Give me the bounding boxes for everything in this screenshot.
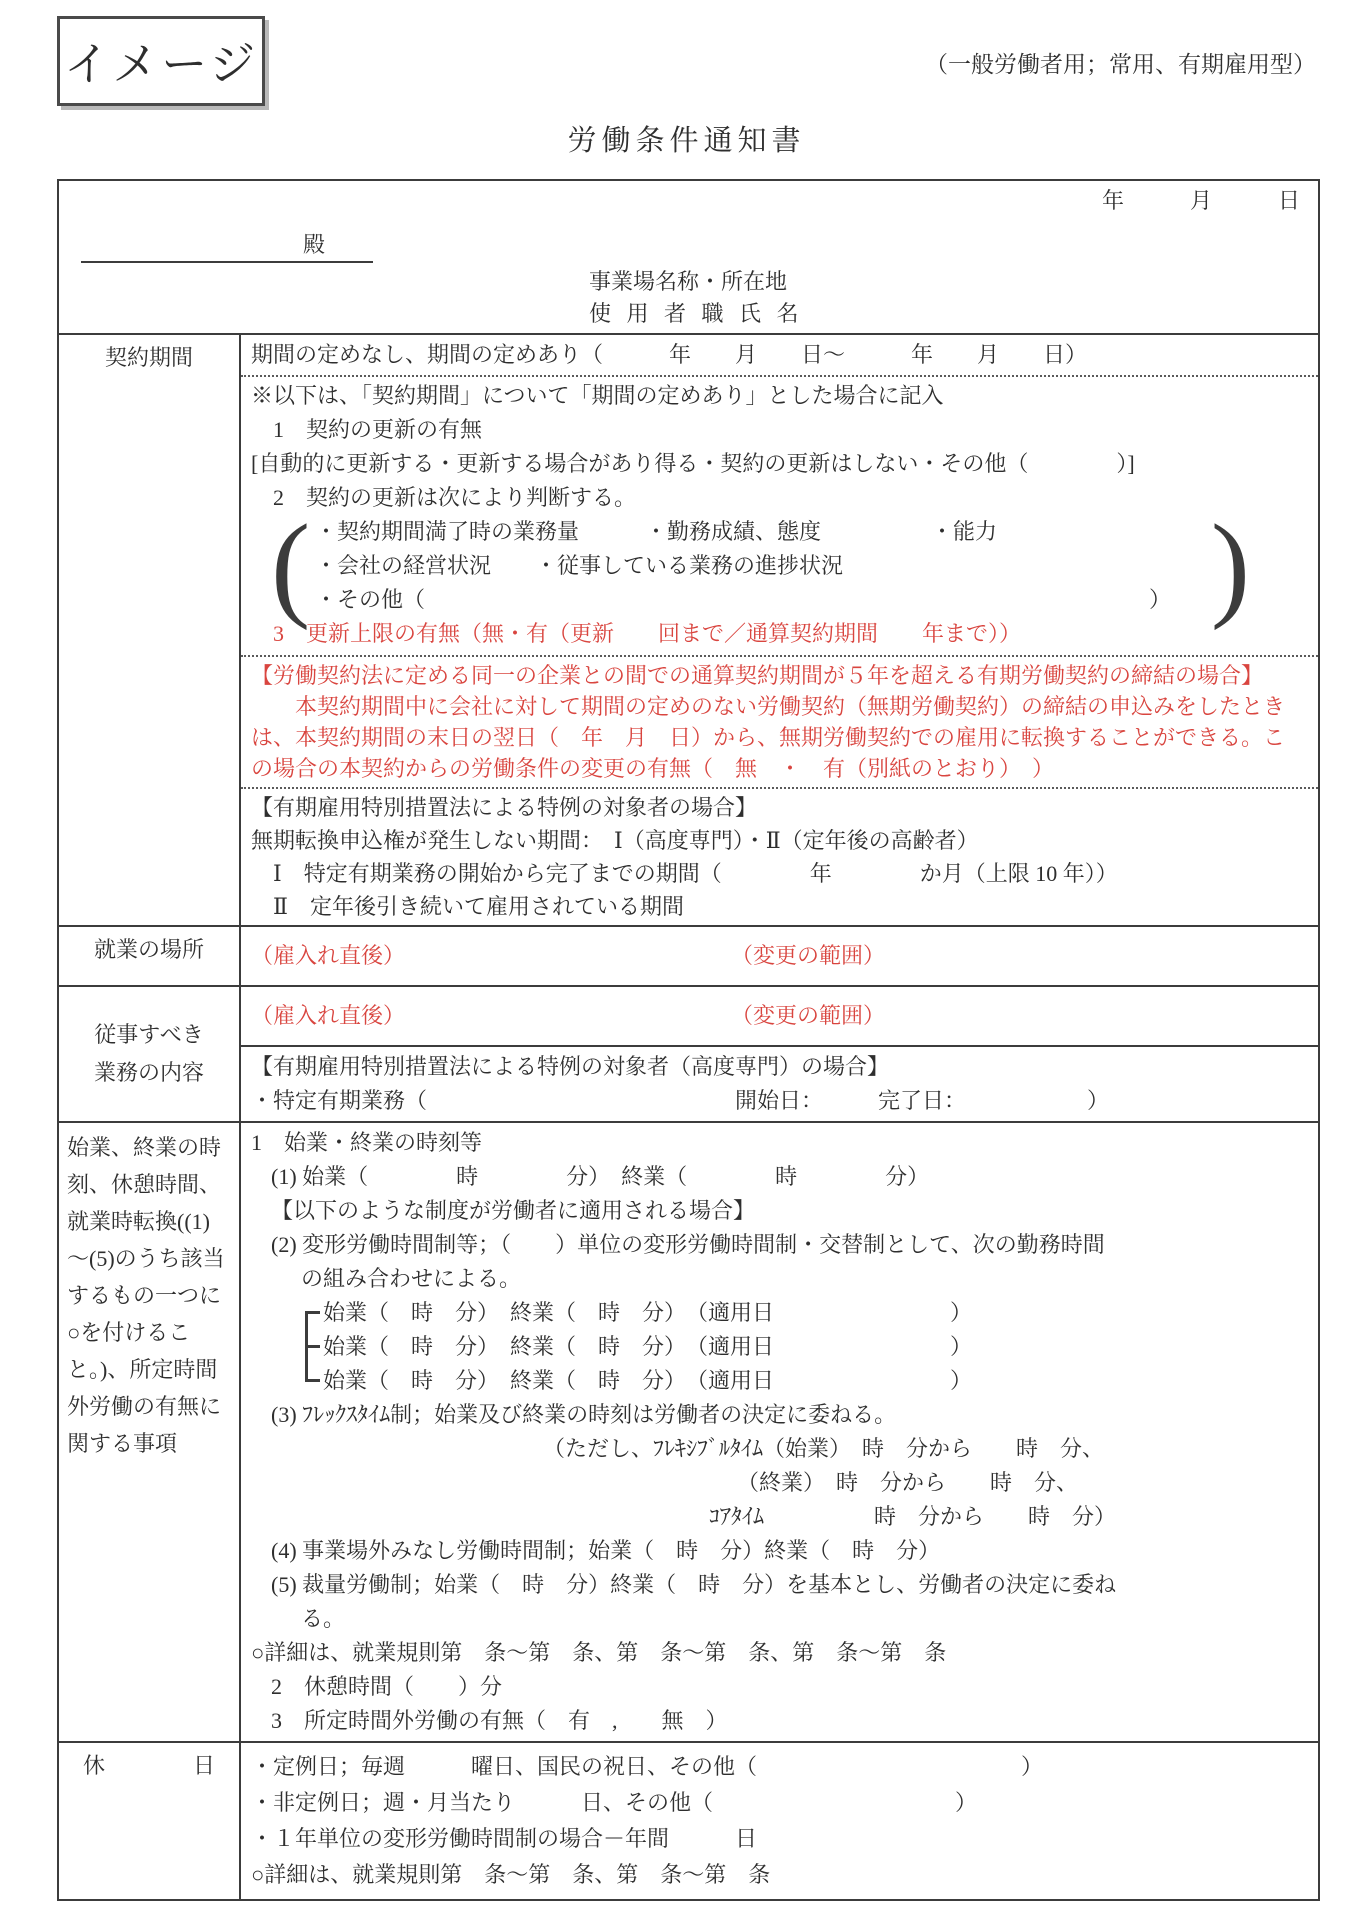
work-duties-label-line: 従事すべき <box>94 1022 204 1047</box>
work-duties-change-scope: （変更の範囲） <box>731 1003 886 1028</box>
duties-tokurei-header: 【有期雇用特別措置法による特例の対象者（高度専門）の場合】 <box>251 1054 890 1079</box>
work-place-line <box>251 931 1308 981</box>
shift-pattern-group <box>305 1296 1308 1398</box>
renewal-presence-item: 1 契約の更新の有無 <box>273 417 483 442</box>
work-hours-label: 始業、終業の時刻、休憩時間、就業時転換((1)～(5)のうち該当するもの一つに○を付けること。)、所定時間外労働の有無に関する事項 <box>58 1122 240 1742</box>
work-duties-label-line: 業務の内容 <box>93 1060 204 1085</box>
hours-item2: 2 休憩時間（ ）分 <box>271 1674 503 1699</box>
work-place-cell <box>240 926 1319 986</box>
coretime-line: ｺｱﾀｲﾑ 時 分から 時 分） <box>709 1504 1117 1529</box>
holidays-cell <box>240 1742 1319 1900</box>
hours-case-note: 【以下のような制度が労働者に適用される場合】 <box>271 1198 756 1223</box>
fixed-term-detail-block <box>241 375 1318 655</box>
work-duties-cell <box>240 986 1319 1122</box>
recipient-name-blank <box>81 229 373 263</box>
duties-tokurei-block <box>241 1045 1318 1121</box>
tokurei-line: Ⅱ 定年後引き続いて雇用されている期間 <box>251 894 684 919</box>
tokurei-line: 【有期雇用特別措置法による特例の対象者の場合】 <box>251 795 758 820</box>
date-line: 年 月 日 <box>1101 188 1300 213</box>
notice-table <box>57 179 1320 1901</box>
tokurei-line: 無期転換申込権が発生しない期間： Ⅰ（高度専門）・Ⅱ（定年後の高齢者） <box>251 828 979 853</box>
recipient-suffix: 殿 <box>302 232 325 257</box>
shift-row: 始業（ 時 分） 終業（ 時 分） （適用日 ） <box>305 1330 1308 1364</box>
intro-cell <box>58 180 1319 334</box>
renewal-options-line: [自動的に更新する・更新する場合があり得る・契約の更新はしない・その他（ ）] <box>251 451 1135 476</box>
hours-detail-line: ○詳細は、就業規則第 条～第 条、第 条～第 条、第 条～第 条 <box>251 1640 947 1665</box>
work-place-row <box>58 926 1319 986</box>
hours-item3: 3 所定時間外労働の有無（ 有 , 無 ） <box>271 1708 728 1733</box>
renewal-limit-line: 3 更新上限の有無（無・有（更新 回まで／通算契約期間 年まで）） <box>273 621 1022 646</box>
flextime-end-line: （終業） 時 分から 時 分、 <box>737 1470 1079 1495</box>
hours-line-1-4: (4) 事業場外みなし労働時間制；始業（ 時 分）終業（ 時 分） <box>271 1538 941 1563</box>
muki-tenkan-line: 本契約期間中に会社に対して期間の定めのない労働契約（無期労働契約）の締結の申込みをしたとき <box>251 694 1286 719</box>
holidays-label: 休 日 <box>58 1742 240 1900</box>
shift-row: 始業（ 時 分） 終業（ 時 分） （適用日 ） <box>305 1364 1308 1398</box>
image-stamp <box>57 16 265 106</box>
muki-tenkan-line: は、本契約期間の末日の翌日（ 年 月 日）から、無期労働契約での雇用に転換することができる。こ <box>251 725 1286 750</box>
holiday-line: ○詳細は、就業規則第 条～第 条、第 条～第 条 <box>251 1862 771 1887</box>
page-header <box>0 0 1360 106</box>
work-duties-row <box>58 986 1319 1122</box>
employer-name-line: 使 用 者 職 氏 名 <box>589 301 804 326</box>
tokurei-line: Ⅰ 特定有期業務の開始から完了までの期間（ 年 か月（上限 10 年）） <box>251 861 1118 886</box>
work-hours-row <box>58 1122 1319 1742</box>
hours-line-1-2-cont: の組み合わせによる。 <box>301 1266 522 1291</box>
work-duties-label <box>58 986 240 1122</box>
stamp-label: イメージ <box>63 39 259 90</box>
hours-line-1-3: (3) ﾌﾚｯｸｽﾀｲﾑ制；始業及び終業の時刻は労働者の決定に委ねる。 <box>271 1402 897 1427</box>
hours-line-1-2: (2) 変形労働時間制等；（ ）単位の変形労働時間制・交替制として、次の勤務時間 <box>271 1232 1105 1257</box>
work-duties-initial: （雇入れ直後） <box>251 1003 406 1028</box>
contract-period-label: 契約期間 <box>58 334 240 926</box>
fixed-term-note: ※以下は、「契約期間」について「期間の定めあり」とした場合に記入 <box>251 383 944 408</box>
contract-period-cell <box>240 334 1319 926</box>
muki-tenkan-block <box>241 655 1318 787</box>
tokurei-block <box>241 787 1318 925</box>
holiday-line: ・定例日；毎週 曜日、国民の祝日、その他（ ） <box>251 1754 1044 1779</box>
term-line: 期間の定めなし、期間の定めあり（ 年 月 日～ 年 月 日） <box>251 342 1088 367</box>
hours-line-1-5-cont: る。 <box>301 1606 346 1631</box>
intro-row <box>58 180 1319 334</box>
office-name-line: 事業場名称・所在地 <box>589 269 788 294</box>
criteria-close-paren: ） <box>1149 587 1172 612</box>
usage-type-note: （一般労働者用；常用、有期雇用型） <box>925 52 1316 77</box>
flextime-start-line: （ただし、ﾌﾚｷｼﾌﾞﾙﾀｲﾑ（始業） 時 分から 時 分、 <box>543 1436 1105 1461</box>
work-hours-cell <box>240 1122 1319 1742</box>
work-duties-line <box>241 987 1318 1045</box>
muki-tenkan-line: 【労働契約法に定める同一の企業との間での通算契約期間が５年を超える有期労働契約の締結の場合】 <box>251 663 1264 688</box>
work-place-label: 就業の場所 <box>58 926 240 986</box>
recipient-line <box>69 229 1308 263</box>
contract-period-row <box>58 334 1319 926</box>
criteria-line: ・会社の経営状況 ・従事している業務の進捗状況 <box>315 553 844 578</box>
big-paren-right-icon: ) <box>1210 500 1250 631</box>
renewal-criteria-group <box>251 500 1308 631</box>
work-place-initial: （雇入れ直後） <box>251 943 406 968</box>
renewal-judgement-item: 2 契約の更新は次により判断する。 <box>273 485 637 510</box>
shift-row: 始業（ 時 分） 終業（ 時 分） （適用日 ） <box>305 1296 1308 1330</box>
duties-tokutei-line: ・特定有期業務（ 開始日： 完了日： ） <box>251 1088 1110 1113</box>
document-title: 労働条件通知書 <box>567 125 806 157</box>
work-place-change-scope: （変更の範囲） <box>731 943 886 968</box>
hours-item1-title: 1 始業・終業の時刻等 <box>251 1130 483 1155</box>
muki-tenkan-line: の場合の本契約からの労働条件の変更の有無（ 無 ・ 有（別紙のとおり） ） <box>251 756 1055 781</box>
criteria-line <box>251 583 1308 617</box>
hours-line-1-5: (5) 裁量労働制；始業（ 時 分）終業（ 時 分）を基本とし、労働者の決定に委ね <box>271 1572 1117 1597</box>
hours-line-1-1: (1) 始業（ 時 分） 終業（ 時 分） <box>271 1164 930 1189</box>
criteria-line: ・契約期間満了時の業務量 ・勤務成績、態度 ・能力 <box>315 519 998 544</box>
holiday-line: ・１年単位の変形労働時間制の場合－年間 日 <box>251 1826 758 1851</box>
big-paren-left-icon: ( <box>271 500 311 631</box>
criteria-other-text: ・その他（ <box>315 587 426 612</box>
holidays-row <box>58 1742 1319 1900</box>
holiday-line: ・非定例日；週・月当たり 日、その他（ ） <box>251 1790 978 1815</box>
